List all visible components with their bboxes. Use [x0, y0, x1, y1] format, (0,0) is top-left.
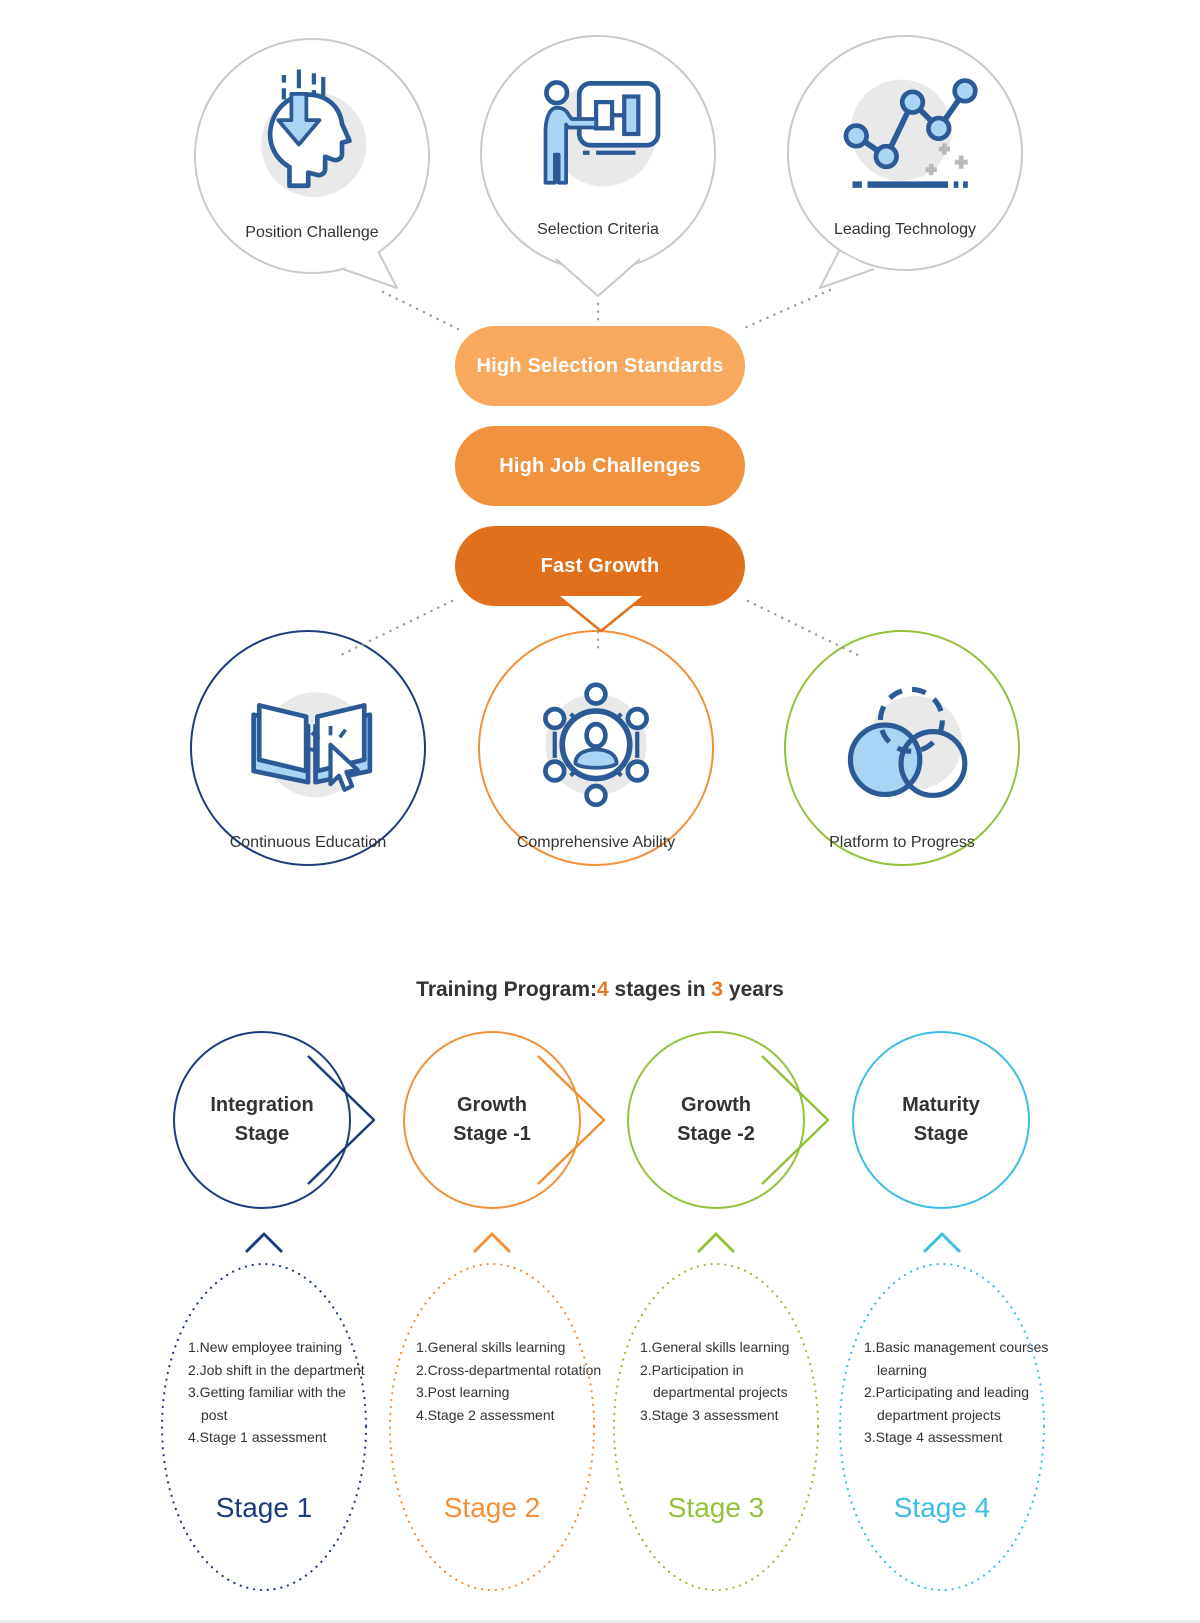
- list-item: 1.General skills learning: [416, 1339, 566, 1355]
- caret-up-icons: [246, 1234, 960, 1252]
- presenter-chart-icon: [523, 59, 673, 209]
- pill-label: High Job Challenges: [499, 454, 701, 477]
- top-circle-label: Position Challenge: [245, 224, 379, 241]
- stage-circle-maturity: [852, 1031, 1030, 1209]
- benefit-circle-label: Platform to Progress: [829, 834, 975, 851]
- pill-high-job-challenges: [455, 426, 745, 506]
- list-item: 2.Job shift in the department: [188, 1361, 365, 1378]
- title-text: years: [723, 978, 784, 1001]
- benefit-circle-label: Continuous Education: [229, 834, 387, 851]
- list-item: 3.Getting familiar with the post: [188, 1384, 346, 1423]
- list-item: 3.Post learning: [416, 1384, 510, 1400]
- benefit-circle-label: Comprehensive Ability: [516, 834, 676, 851]
- stage-2-item-list: [416, 1336, 603, 1426]
- title-highlight-stages-count: 4: [597, 978, 609, 1001]
- stage-circle-label-line1: Growth: [681, 1094, 751, 1116]
- list-item: 1.Basic management courses learning: [864, 1339, 1049, 1378]
- training-program-title: [0, 978, 1200, 1002]
- list-item: 1.New employee training: [188, 1339, 343, 1355]
- title-text: stages in: [608, 978, 712, 1001]
- stage-circle-integration: [173, 1031, 351, 1209]
- pill-label: High Selection Standards: [476, 354, 724, 377]
- head-arrow-icon: [237, 62, 387, 212]
- stage-circle-label-line2: Stage -1: [453, 1123, 531, 1145]
- benefit-circle-platform-to-progress: [784, 630, 1020, 866]
- dotted-connectors-top: [383, 290, 830, 329]
- stage-4-label: Stage 4: [893, 1492, 991, 1523]
- venn-circles-icon: [827, 666, 977, 816]
- title-text: Training Program:: [416, 978, 598, 1001]
- stage-3-label: Stage 3: [667, 1492, 765, 1523]
- list-item: 3.Stage 3 assessment: [640, 1406, 779, 1423]
- person-network-icon: [521, 666, 671, 816]
- list-item: 4.Stage 2 assessment: [416, 1406, 555, 1423]
- pill-label: Fast Growth: [540, 554, 660, 577]
- list-item: 2.Participating and leading department projects: [864, 1384, 1030, 1423]
- top-circle-position-challenge: [194, 38, 430, 274]
- stage-circle-label-line2: Stage: [913, 1123, 969, 1145]
- top-circle-label: Leading Technology: [833, 221, 977, 238]
- stage-circle-label-line1: Maturity: [902, 1094, 980, 1116]
- stage-2-label: Stage 2: [443, 1492, 541, 1523]
- stage-circle-label-line2: Stage -2: [677, 1123, 755, 1145]
- stage-circle-label-line2: Stage: [234, 1123, 290, 1145]
- list-item: 1.General skills learning: [640, 1339, 790, 1355]
- open-book-cursor-icon: [233, 666, 383, 816]
- top-circle-selection-criteria: [480, 35, 716, 271]
- top-circle-leading-technology: [787, 35, 1023, 271]
- list-item: 2.Participation in departmental projects: [640, 1361, 788, 1400]
- trend-chart-icon: [830, 59, 980, 209]
- title-highlight-years-count: 3: [711, 978, 724, 1001]
- list-item: 4.Stage 1 assessment: [188, 1429, 327, 1445]
- stage-4-item-list: [864, 1336, 1051, 1449]
- list-item: 3.Stage 4 assessment: [864, 1429, 1003, 1445]
- stage-1-label: Stage 1: [215, 1492, 313, 1523]
- stage-circle-label-line1: Growth: [457, 1094, 527, 1116]
- top-circle-label: Selection Criteria: [537, 221, 659, 238]
- pill-fast-growth: [455, 526, 745, 606]
- stage-circle-growth-1: [403, 1031, 581, 1209]
- list-item: 2.Cross-departmental rotation: [416, 1361, 602, 1378]
- stage-3-item-list: [640, 1336, 827, 1426]
- stage-1-item-list: [188, 1336, 375, 1449]
- pill-high-selection-standards: [455, 326, 745, 406]
- benefit-circle-comprehensive-ability: [478, 630, 714, 866]
- stage-circle-label-line1: Integration: [210, 1094, 314, 1116]
- stage-circle-growth-2: [627, 1031, 805, 1209]
- benefit-circle-continuous-education: [190, 630, 426, 866]
